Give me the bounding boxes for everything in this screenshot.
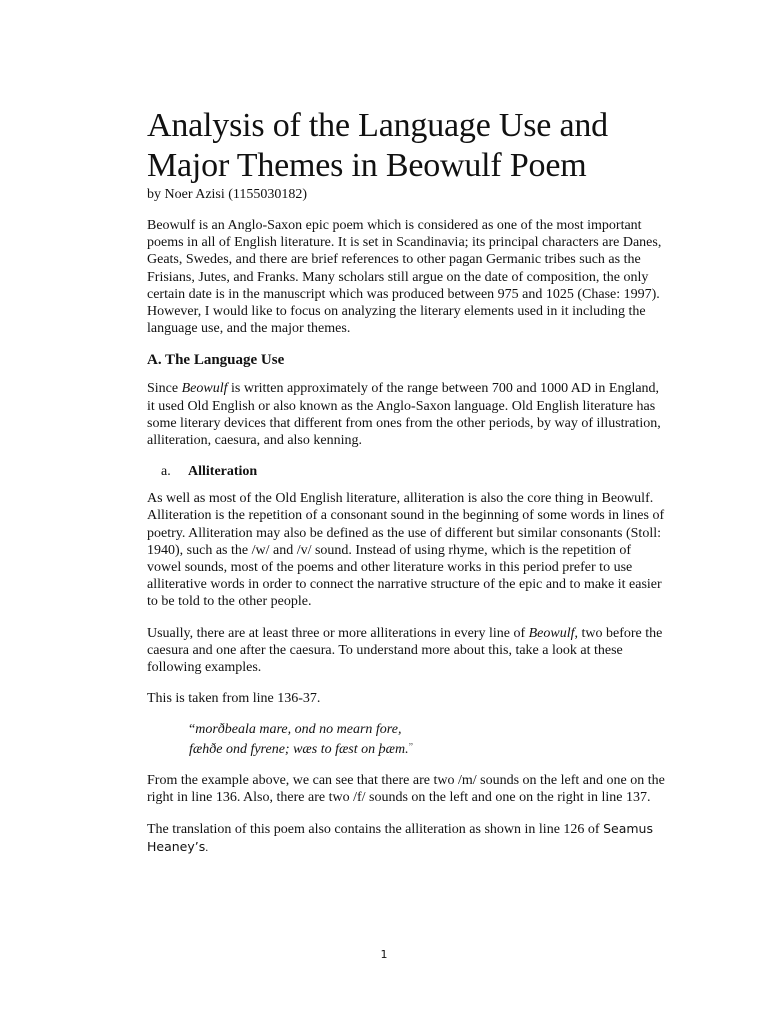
beowulf-italic: Beowulf — [181, 381, 228, 397]
subsection-title: Alliteration — [188, 464, 258, 480]
document-title — [147, 106, 667, 186]
alliteration-p5-start: The translation of this poem also contains the alliteration as shown in line 126 of — [147, 822, 604, 838]
beowulf-italic-2: Beowulf — [528, 625, 575, 641]
alliteration-paragraph-4: From the example above, we can see that there are two /m/ sounds on the left and one on the right in line 136. Also, there are two /f/ sounds on the left and one on the right in line 137. — [147, 772, 665, 806]
alliteration-p2-rest: , two before the caesura and one after the caesura. To understand more about this, take a look at these following examples. — [147, 625, 663, 676]
language-use-text-start: Since — [147, 381, 182, 397]
seamus-heaney-name: Seamus Heaney’s — [147, 821, 653, 855]
title-line-1: Analysis of the Language Use and — [147, 107, 608, 144]
alliteration-paragraph-3: This is taken from line 136-37. — [147, 691, 321, 707]
alliteration-p5-end: . — [205, 840, 209, 855]
alliteration-paragraph-5 — [147, 820, 667, 856]
intro-paragraph: Beowulf is an Anglo-Saxon epic poem which is considered as one of the most important poems in all of English literature. It is set in Scandinavia; its principal characters are Danes, Geats, Swedes, and there are brief references to other pagan Germanic tribes such as the Frisians, Jutes, and Franks. Many scholars still argue on the date of composition, the only certain date is in the manuscript which was produced between 975 and 1025 (Chase: 1997). However, I would like to focus on analyzing the literary elements used in it including the language use, and the major themes. — [147, 218, 662, 337]
language-use-paragraph — [147, 380, 667, 449]
poem-quote — [189, 721, 667, 757]
alliteration-paragraph-1: As well as most of the Old English literature, alliteration is also the core thing in Beowulf. Alliteration is the repetition of a consonant sound in the beginning of some words in lines of poetry. Alliteration may also be defined as the use of different but similar consonants (Stoll: 1940), such as the /w/ and /v/ sound. Instead of using rhyme, which is the repetition of vowel sounds, most of the poems and other literature works in this period prefer to use alliterative words in order to connect the narrative structure of the epic and to make it easier to be told to the other people. — [147, 491, 665, 610]
alliteration-paragraph-2 — [147, 625, 667, 677]
quote-open-mark: “ — [189, 722, 196, 738]
subsection-heading-alliteration — [147, 463, 667, 480]
language-use-text-rest: is written approximately of the range between 700 and 1000 AD in England, it used Old English or also known as the Anglo-Saxon language. Old English literature has some literary devices that different from ones from the other periods, by way of illustration, alliteration, caesura, and also kenning. — [147, 381, 661, 449]
list-marker: a. — [161, 464, 171, 480]
page-number: 1 — [380, 948, 388, 961]
quote-line-2: fæhðe ond fyrene; wæs to fæst on þæm. — [189, 741, 409, 757]
quote-close-mark: ” — [408, 741, 414, 753]
title-line-2: Major Themes in Beowulf Poem — [147, 147, 587, 184]
author-byline: by Noer Azisi (1155030182) — [147, 187, 308, 202]
quote-line-1: morðbeala mare, ond no mearn fore, — [195, 722, 402, 738]
alliteration-p2-start: Usually, there are at least three or more alliterations in every line of — [147, 625, 529, 641]
section-heading-language-use: A. The Language Use — [147, 352, 285, 369]
document-content — [147, 106, 667, 871]
